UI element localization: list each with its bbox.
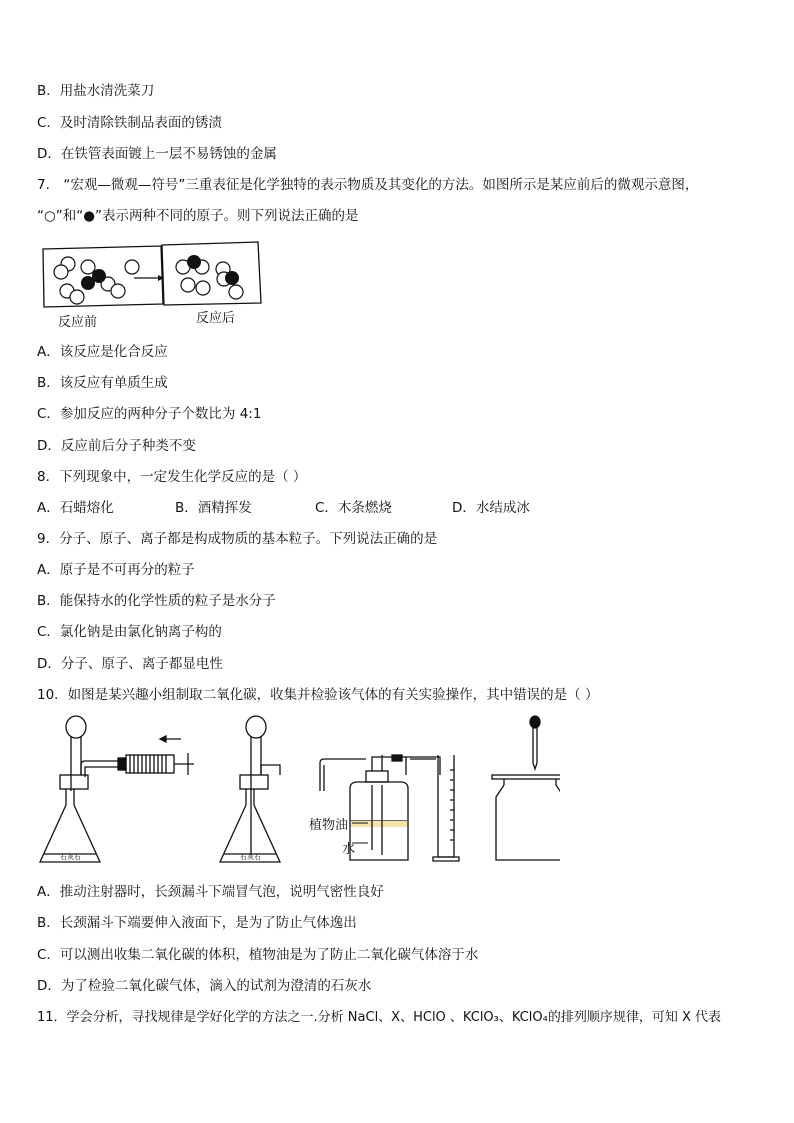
q7-option-c: C．参加反应的两种分子个数比为 4:1 xyxy=(37,406,262,422)
reagent-bottle xyxy=(492,716,560,860)
q10-option-c: C．可以测出收集二氧化碳的体积，植物油是为了防止二氧化碳气体溶于水 xyxy=(37,947,479,963)
flask-2 xyxy=(220,716,280,862)
q10-option-a: A．推动注射器时，长颈漏斗下端冒气泡，说明气密性良好 xyxy=(37,884,384,900)
label-vegetable-oil: 植物油 xyxy=(309,818,349,833)
svg-text:石灰石: 石灰石 xyxy=(240,853,261,861)
q8-option-a: A．石蜡熔化 xyxy=(37,500,114,516)
q9-option-c: C．氯化钠是由氯化钠离子构的 xyxy=(37,624,222,640)
q7-option-b: B．该反应有单质生成 xyxy=(37,375,168,391)
q9-option-b: B．能保持水的化学性质的粒子是水分子 xyxy=(37,593,276,609)
q10-option-d: D．为了检验二氧化碳气体，滴入的试剂为澄清的石灰水 xyxy=(37,978,372,994)
q6-option-d: D．在铁管表面镀上一层不易锈蚀的金属 xyxy=(37,146,277,162)
label-before: 反应前 xyxy=(58,315,98,330)
q8-options xyxy=(37,499,530,517)
q6-option-c: C．及时清除铁制品表面的锈渍 xyxy=(37,115,222,131)
q8-option-d: D．水结成冰 xyxy=(452,500,530,516)
box-after xyxy=(162,242,261,305)
q8-option-c: C．木条燃烧 xyxy=(315,500,392,516)
q8-option-b: B．酒精挥发 xyxy=(175,500,252,516)
collection-bottle xyxy=(320,755,440,860)
label-water: 水 xyxy=(342,842,356,857)
q9-option-d: D．分子、原子、离子都显电性 xyxy=(37,656,223,672)
q10-stem: 10．如图是某兴趣小组制取二氧化碳，收集并检验该气体的有关实验操作，其中错误的是（ ） xyxy=(37,687,599,703)
svg-text:石灰石: 石灰石 xyxy=(60,853,81,861)
graduated-cylinder xyxy=(433,755,459,861)
q11-stem: 11．学会分析，寻找规律是学好化学的方法之一.分析 NaCl、X、HClO 、KClO₃、KClO₄的排列顺序规律，可知 X 代表 xyxy=(37,1010,721,1025)
q8-stem: 8．下列现象中，一定发生化学反应的是（ ） xyxy=(37,469,307,485)
q9-stem: 9．分子、原子、离子都是构成物质的基本粒子。下列说法正确的是 xyxy=(37,531,438,547)
q6-option-b: B．用盐水清洗菜刀 xyxy=(37,83,155,99)
q10-apparatus-diagram xyxy=(30,715,560,870)
q10-option-b: B．长颈漏斗下端要伸入液面下，是为了防止气体逸出 xyxy=(37,915,357,931)
q7-option-a: A．该反应是化合反应 xyxy=(37,344,168,360)
label-after: 反应后 xyxy=(196,311,236,326)
q7-stem-line2: “○”和“●”表示两种不同的原子。则下列说法正确的是 xyxy=(37,208,359,224)
flask-1 xyxy=(40,716,194,862)
q7-stem-line1: 7． “宏观—微观—符号”三重表征是化学独特的表示物质及其变化的方法。如图所示是某应前后的微观示意图， xyxy=(37,177,699,193)
q9-option-a: A．原子是不可再分的粒子 xyxy=(37,562,195,578)
q7-option-d: D．反应前后分子种类不变 xyxy=(37,438,196,454)
